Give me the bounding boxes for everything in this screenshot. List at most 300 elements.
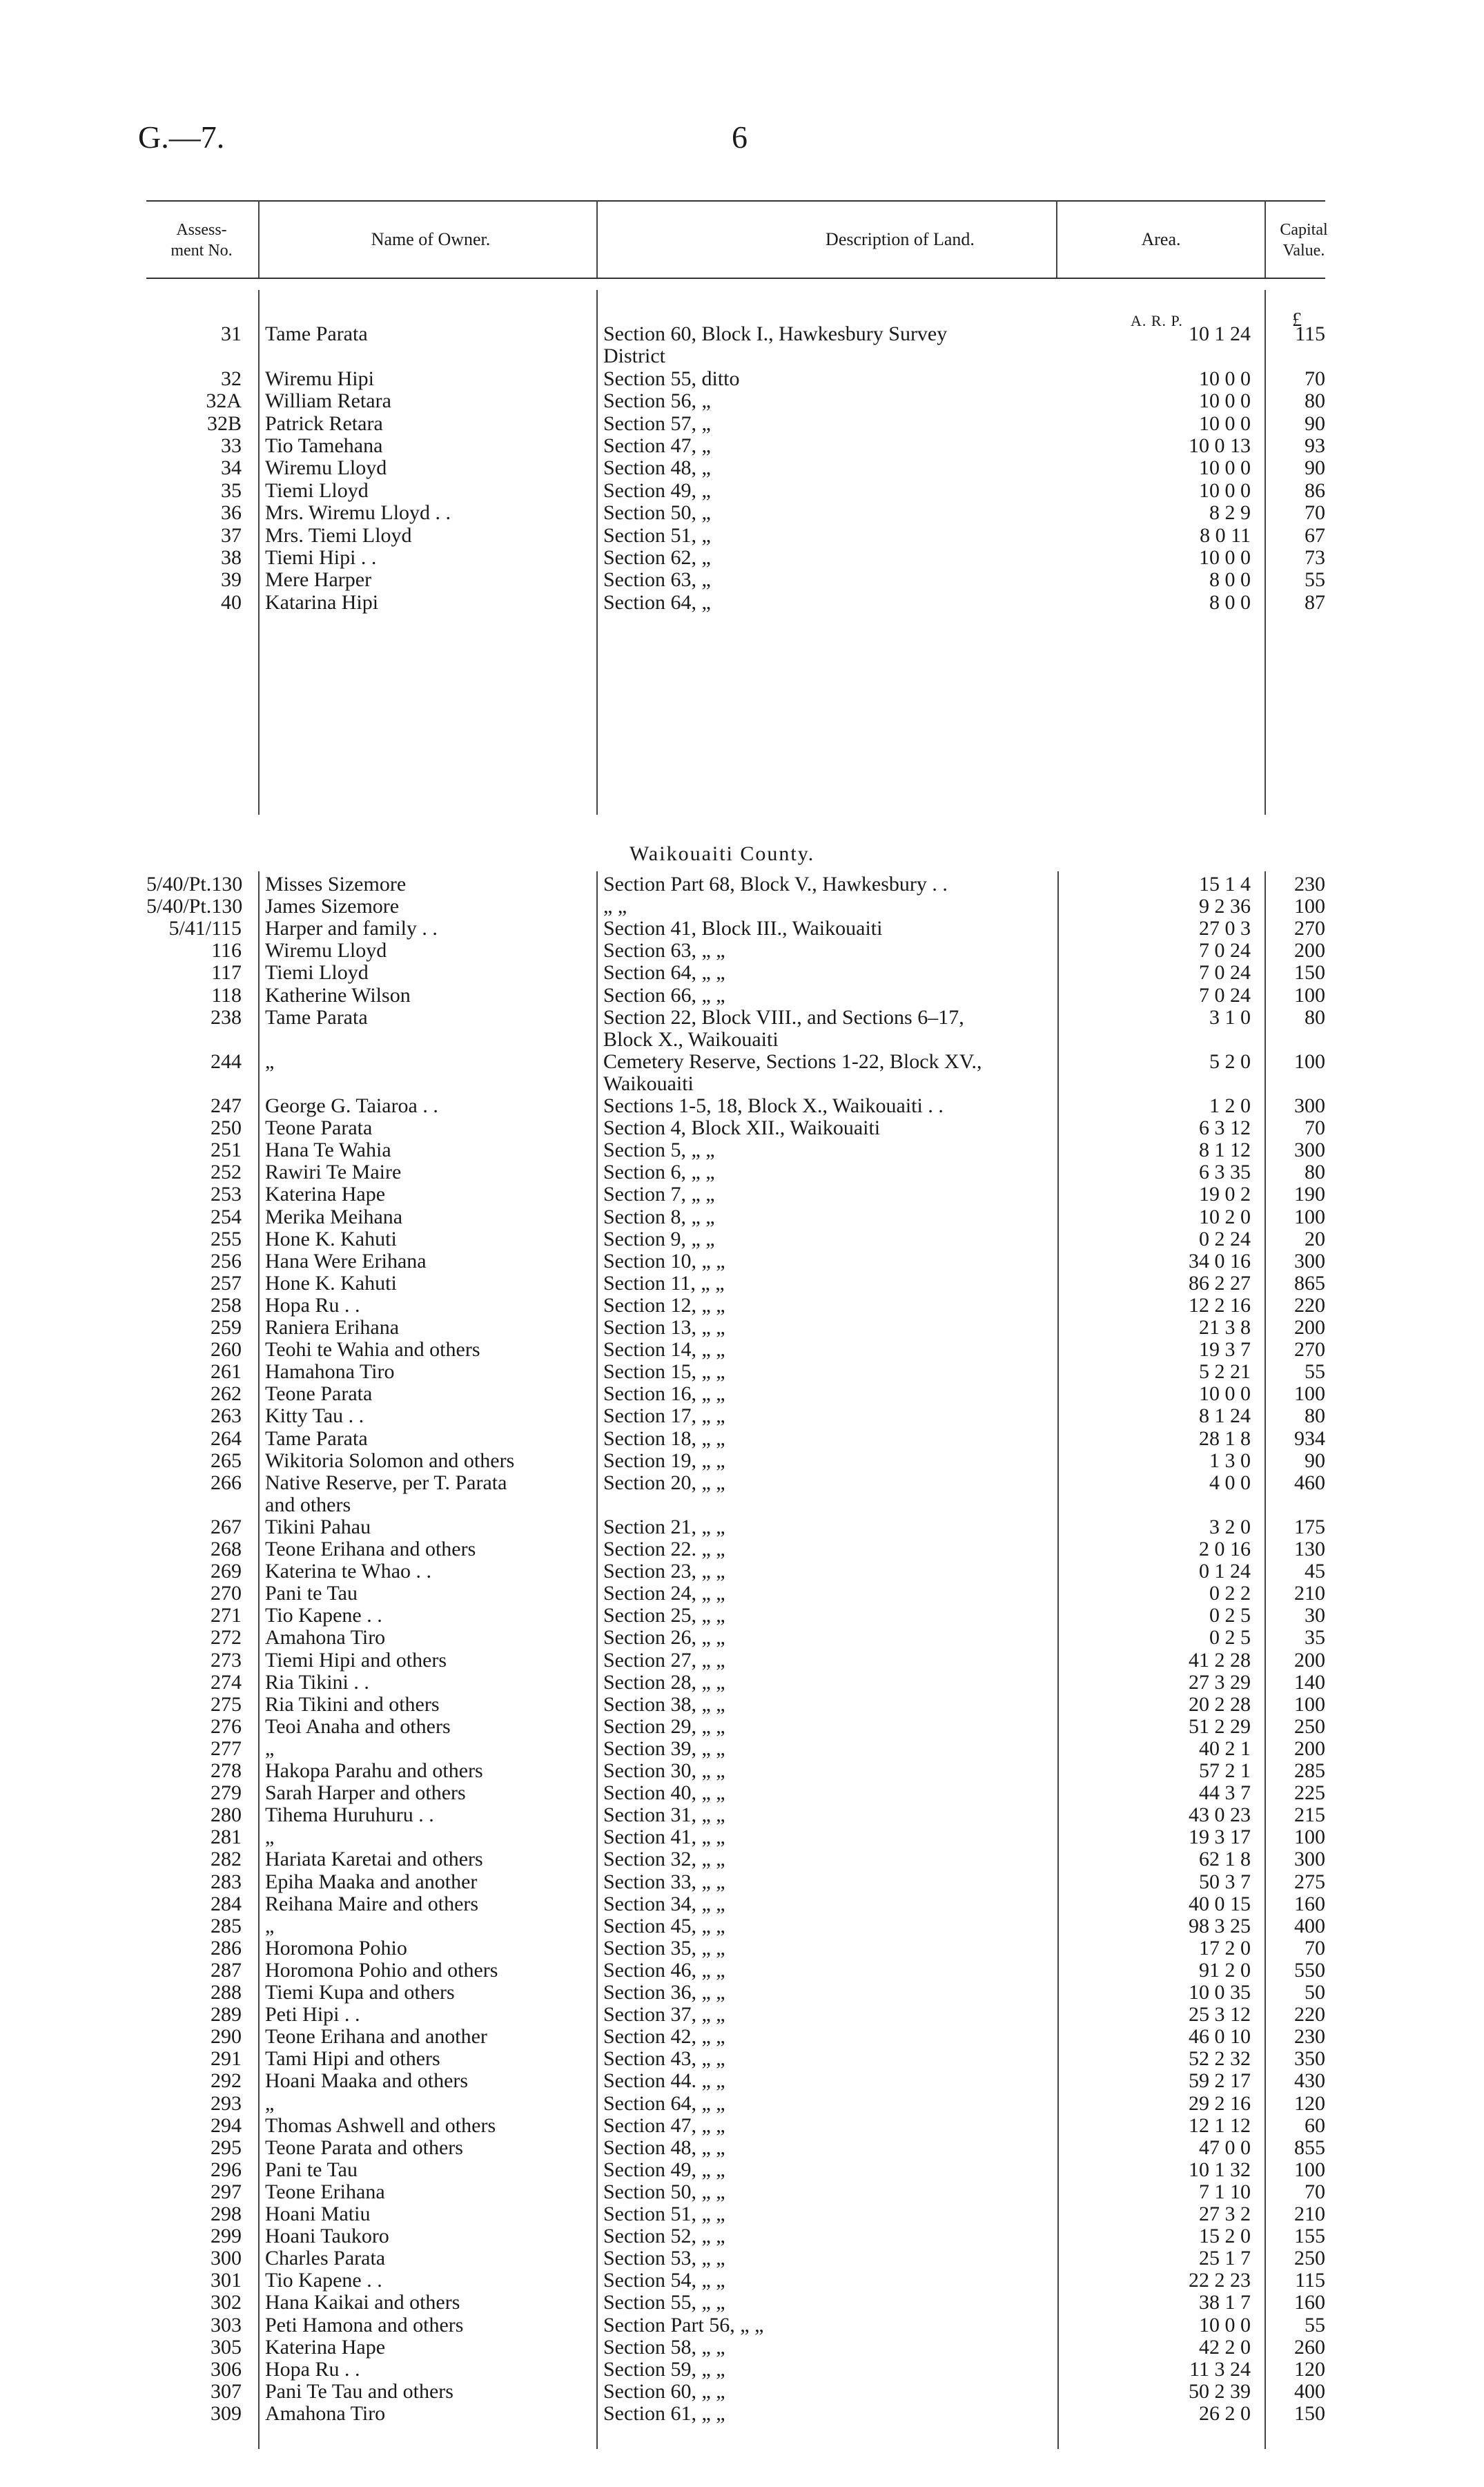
col-head-assessment-no: Assess- ment No. [170,221,233,260]
land-description: Section 47, „ „ [603,2114,725,2137]
table-row [146,2247,1325,2270]
table-row [146,1672,1325,1694]
owner-name: Teone Parata [265,1383,373,1406]
assessment-no: 288 [211,1981,242,2004]
land-description: Section 40, „ „ [603,1782,725,1805]
owner-name: Tiemi Hipi and others [265,1649,447,1672]
capital-value: 460 [1294,1471,1325,1494]
land-description: Section 28, „ „ [603,1671,725,1694]
table-row [146,873,1325,896]
table-row [146,525,1325,547]
table-row [146,2403,1325,2425]
assessment-no: 264 [211,1426,242,1450]
owner-name: Peti Hamona and others [265,2314,464,2336]
table-row [146,1982,1325,2004]
capital-value: 93 [1305,434,1325,457]
area: 19 3 17 [1189,1826,1251,1849]
table-row [146,1272,1325,1295]
owner-name: Hariata Karetai and others [265,1848,483,1871]
table-row [146,1605,1325,1627]
table-row [146,1826,1325,1848]
table-row [146,2336,1325,2359]
area: 10 0 35 [1189,1981,1251,2004]
capital-value: 190 [1294,1183,1325,1206]
land-description: Section 52, „ „ [603,2225,725,2248]
table-row [146,1428,1325,1450]
land-description: Section 25, „ „ [603,1605,725,1627]
assessment-no: 271 [211,1604,242,1627]
area: 38 1 7 [1199,2291,1251,2314]
owner-name: Charles Parata [265,2247,386,2270]
col-head-area: Area. [1141,229,1181,249]
assessment-no: 32B [206,412,242,435]
assessment-no: 255 [211,1227,242,1250]
capital-value: 30 [1305,1604,1325,1627]
table-row [146,435,1325,457]
assessment-no: 274 [211,1670,242,1694]
assessment-no: 301 [211,2269,242,2292]
table-row [146,1007,1325,1029]
table-row [146,1915,1325,1937]
capital-value: 20 [1305,1227,1325,1250]
land-description: Section 18, „ „ [603,1427,725,1450]
capital-value: 100 [1294,2158,1325,2181]
area: 20 2 28 [1189,1692,1251,1716]
table-row [146,2359,1325,2381]
owner-name: Native Reserve, per T. Parata [265,1471,507,1494]
area: 3 1 0 [1209,1005,1251,1029]
table-row [146,962,1325,984]
assessment-no: 40 [221,590,242,614]
owner-name: Katerina Hape [265,1183,386,1206]
table-row [146,896,1325,918]
capital-value: 210 [1294,1582,1325,1605]
capital-value: 865 [1294,1271,1325,1295]
table-row [146,1295,1325,1317]
assessment-no: 267 [211,1515,242,1538]
owner-name: Harper and family . . [265,918,438,940]
capital-value: 260 [1294,2335,1325,2359]
capital-value: 100 [1294,1382,1325,1406]
area: 8 0 11 [1200,523,1251,547]
land-description: Section 10, „ „ [603,1250,725,1272]
capital-value: 100 [1294,1692,1325,1716]
owner-name: Sarah Harper and others [265,1782,466,1805]
area: 50 3 7 [1199,1870,1251,1893]
land-description: Section 41, „ „ [603,1826,725,1849]
assessment-no: 31 [221,322,242,345]
owner-name: Hamahona Tiro [265,1361,395,1384]
owner-name: Wiremu Hipi [265,367,374,390]
col-divider [596,200,598,278]
area: 5 2 21 [1199,1360,1251,1384]
capital-value: 90 [1305,456,1325,480]
land-description: Section 19, „ „ [603,1449,725,1472]
table-row [146,2093,1325,2115]
capital-value: 160 [1294,2291,1325,2314]
owner-name: Amahona Tiro [265,1627,386,1649]
table-row [146,1095,1325,1117]
area: 8 2 9 [1209,501,1251,525]
land-description: Section 21, „ „ [603,1516,725,1538]
owner-name: Katerina Hape [265,2336,386,2359]
assessment-no: 262 [211,1382,242,1406]
area: 42 2 0 [1199,2335,1251,2359]
owner-name: Epiha Maaka and another [265,1870,478,1893]
capital-value: 115 [1295,2269,1325,2292]
capital-value: 200 [1294,1736,1325,1760]
table-row [146,1472,1325,1494]
capital-value: 55 [1305,1360,1325,1384]
area: 2 0 16 [1199,1538,1251,1560]
area: 10 0 0 [1199,1382,1251,1406]
owner-name: Hana Kaikai and others [265,2292,460,2314]
land-description: Section 63, „ [603,569,711,592]
table-top-rule [146,200,1325,202]
land-description: Section 41, Block III., Waikouaiti [603,918,883,940]
capital-value: 70 [1305,1936,1325,1959]
capital-value: 73 [1305,546,1325,569]
owner-name: Teone Parata and others [265,2136,463,2159]
land-description: Section 62, „ [603,547,711,569]
table-row [146,1183,1325,1206]
owner-name: Hopa Ru . . [265,2358,360,2381]
capital-value: 45 [1305,1560,1325,1583]
assessment-no: 32A [206,389,242,413]
capital-value: 115 [1295,322,1325,345]
table-row [146,985,1325,1007]
owner-name: Pani Te Tau and others [265,2380,453,2403]
capital-value: 70 [1305,367,1325,390]
land-description: Section 30, „ „ [603,1760,725,1782]
land-description: Section 63, „ „ [603,940,725,962]
area: 11 3 24 [1189,2357,1251,2381]
capital-value: 86 [1305,478,1325,502]
table-row [146,502,1325,524]
assessment-no: 265 [211,1449,242,1472]
capital-value: 100 [1294,1826,1325,1849]
capital-value: 80 [1305,1005,1325,1029]
area: 8 1 12 [1199,1139,1251,1162]
table-row [146,1228,1325,1250]
table-row [146,413,1325,435]
capital-value: 230 [1294,873,1325,896]
capital-value: 80 [1305,1161,1325,1184]
owner-name: Wiremu Lloyd [265,457,387,480]
land-description: Sections 1-5, 18, Block X., Waikouaiti . . [603,1095,944,1117]
area: 10 1 24 [1189,322,1251,345]
assessment-no: 305 [211,2335,242,2359]
capital-value: 200 [1294,1316,1325,1339]
land-description: Section 5, „ „ [603,1139,715,1162]
assessment-no: 33 [221,434,242,457]
land-description: Section 27, „ „ [603,1649,725,1672]
capital-value: 150 [1294,961,1325,985]
owner-name: Raniera Erihana [265,1317,400,1339]
table-row [146,918,1325,940]
capital-value: 70 [1305,1116,1325,1140]
land-description: Section 60, „ „ [603,2380,725,2403]
assessment-no: 298 [211,2203,242,2225]
area: 10 0 0 [1199,478,1251,502]
capital-value: 350 [1294,2047,1325,2071]
capital-value: 35 [1305,1626,1325,1649]
owner-name: Merika Meihana [265,1206,403,1228]
owner-name: Kitty Tau . . [265,1405,364,1428]
owner-name: Tio Kapene . . [265,2270,382,2292]
area: 7 0 24 [1199,939,1251,962]
owner-name: and others [265,1493,351,1516]
table-row [146,2292,1325,2314]
area: 19 0 2 [1199,1183,1251,1206]
land-description: Section 37, „ „ [603,2004,725,2026]
land-description: Section 20, „ „ [603,1471,725,1494]
owner-name: Rawiri Te Maire [265,1161,402,1184]
owner-name: Hakopa Parahu and others [265,1760,483,1782]
owner-name: George G. Taiaroa . . [265,1095,438,1117]
land-description: Cemetery Reserve, Sections 1-22, Block XV., [603,1050,982,1073]
area: 3 2 0 [1209,1515,1251,1538]
capital-value: 855 [1294,2136,1325,2159]
land-description: Block X., Waikouaiti [603,1028,779,1051]
assessment-no: 284 [211,1892,242,1915]
owner-name: Hana Te Wahia [265,1139,391,1162]
assessment-no: 261 [211,1360,242,1384]
area: 62 1 8 [1199,1848,1251,1871]
land-description: Section 22, Block VIII., and Sections 6–17, [603,1006,964,1029]
capital-value: 70 [1305,501,1325,525]
capital-value: 150 [1294,2401,1325,2425]
area: 40 2 1 [1199,1736,1251,1760]
assessment-no: 307 [211,2379,242,2403]
owner-name: Horomona Pohio [265,1937,407,1959]
owner-name: „ [265,1737,275,1760]
land-description: Section 59, „ „ [603,2358,725,2381]
document-code: G.—7. [138,119,225,155]
assessment-no: 254 [211,1205,242,1228]
table-row [146,480,1325,502]
assessment-no: 250 [211,1116,242,1140]
owner-name: „ [265,1050,275,1073]
table-row [146,2181,1325,2203]
table-row [146,1871,1325,1893]
area: 10 0 0 [1199,412,1251,435]
assessment-no: 297 [211,2180,242,2203]
assessment-no: 39 [221,568,242,592]
table-row [146,1649,1325,1672]
area: 15 2 0 [1199,2225,1251,2248]
table-row [146,1782,1325,1804]
area: 6 3 12 [1199,1116,1251,1140]
owner-name: Tame Parata [265,1427,368,1450]
capital-value: 934 [1294,1426,1325,1450]
owner-name: Teoi Anaha and others [265,1715,451,1738]
assessment-no: 290 [211,2025,242,2049]
land-description: Section 24, „ „ [603,1583,725,1605]
owner-name: Teone Parata [265,1117,373,1140]
table-row [146,2314,1325,2336]
assessment-no: 282 [211,1848,242,1871]
table-row [146,1206,1325,1228]
area: 86 2 27 [1189,1271,1251,1295]
area: 10 0 0 [1199,389,1251,413]
assessment-no: 35 [221,478,242,502]
area: 8 0 0 [1209,590,1251,614]
owner-name: Patrick Retara [265,412,383,435]
table-row [146,1250,1325,1272]
owner-name: Horomona Pohio and others [265,1959,498,1982]
owner-name: Tame Parata [265,1006,368,1029]
land-description: Section 64, „ „ [603,2092,725,2115]
land-description: Section 51, „ „ [603,2203,725,2225]
table-row [146,1029,1325,1051]
area: 29 2 16 [1189,2091,1251,2115]
col-divider [1056,200,1057,278]
assessment-no: 275 [211,1692,242,1716]
table-row [146,2381,1325,2403]
assessment-no: 292 [211,2069,242,2093]
owner-name: Tio Tamehana [265,435,383,457]
area: 25 1 7 [1199,2247,1251,2270]
table-row [146,1361,1325,1383]
table-row [146,1383,1325,1405]
table-row [146,2070,1325,2092]
capital-value: 87 [1305,590,1325,614]
land-description: Section 14, „ „ [603,1339,725,1362]
area: 91 2 0 [1199,1958,1251,1982]
capital-value: 300 [1294,1094,1325,1117]
capital-value: 120 [1294,2357,1325,2381]
owner-name: Katherine Wilson [265,984,411,1007]
land-description: Section Part 68, Block V., Hawkesbury . . [603,873,948,896]
table-row [146,1760,1325,1782]
land-description: Section 43, „ „ [603,2048,725,2071]
capital-value: 270 [1294,917,1325,940]
owner-name: Pani te Tau [265,2158,358,2181]
land-description: Section 4, Block XII., Waikouaiti [603,1117,881,1140]
area: 0 2 24 [1199,1227,1251,1250]
table-row [146,1117,1325,1139]
area: 10 1 32 [1189,2158,1251,2181]
table-row [146,1694,1325,1716]
land-description: Section 61, „ „ [603,2402,725,2425]
area: 7 0 24 [1199,983,1251,1007]
area: 0 2 5 [1209,1604,1251,1627]
owner-name: Thomas Ashwell and others [265,2114,496,2137]
owner-name: Tio Kapene . . [265,1605,382,1627]
land-description: Section 39, „ „ [603,1737,725,1760]
area: 19 3 7 [1199,1338,1251,1362]
assessment-no: 287 [211,1958,242,1982]
land-description: Section 9, „ „ [603,1228,715,1250]
land-description: Section 46, „ „ [603,1959,725,1982]
land-description: Section Part 56, „ „ [603,2314,764,2336]
capital-value: 230 [1294,2025,1325,2049]
area: 34 0 16 [1189,1249,1251,1272]
area: 0 1 24 [1199,1560,1251,1583]
land-description: Section 31, „ „ [603,1804,725,1827]
area: 0 2 5 [1209,1626,1251,1649]
owner-name: Tami Hipi and others [265,2048,440,2071]
land-description: District [603,345,665,368]
land-description: Section 48, „ „ [603,2136,725,2159]
assessment-no: 289 [211,2003,242,2026]
area: 26 2 0 [1199,2401,1251,2425]
page-number: 6 [732,119,748,155]
table-row [146,1848,1325,1870]
assessment-no: 300 [211,2247,242,2270]
assessment-no: 36 [221,501,242,525]
capital-value: 400 [1294,2379,1325,2403]
table-row [146,1051,1325,1073]
owner-name: Hoani Maaka and others [265,2070,469,2093]
assessment-no: 260 [211,1338,242,1362]
owner-name: Teone Erihana and another [265,2026,487,2049]
land-description: Section 53, „ „ [603,2247,725,2270]
table-row [146,390,1325,412]
table-row [146,547,1325,569]
area: 8 1 24 [1199,1404,1251,1428]
table-row [146,1405,1325,1427]
assessment-no: 116 [211,939,242,962]
land-description: Waikouaiti [603,1072,694,1095]
land-description: Section 13, „ „ [603,1317,725,1339]
land-description: Section 35, „ „ [603,1937,725,1959]
area: 27 0 3 [1199,917,1251,940]
land-description: Section 49, „ „ [603,2158,725,2181]
table-row [146,2270,1325,2292]
area: 44 3 7 [1199,1781,1251,1805]
assessment-no: 238 [211,1005,242,1029]
assessment-no: 293 [211,2091,242,2115]
assessment-no: 295 [211,2136,242,2159]
assessment-no: 285 [211,1914,242,1937]
area: 27 3 2 [1199,2203,1251,2225]
col-divider [258,200,260,278]
table-row [146,1317,1325,1339]
assessment-no: 281 [211,1826,242,1849]
owner-name: Tikini Pahau [265,1516,371,1538]
assessment-no: 263 [211,1404,242,1428]
table-row [146,2115,1325,2137]
capital-value: 100 [1294,895,1325,918]
capital-value: 100 [1294,1049,1325,1073]
owner-name: „ [265,2092,275,2115]
area: 46 0 10 [1189,2025,1251,2049]
land-description: Section 32, „ „ [603,1848,725,1871]
capital-value: 155 [1294,2225,1325,2248]
land-description: Section 36, „ „ [603,1982,725,2004]
assessment-no: 257 [211,1271,242,1295]
capital-value: 175 [1294,1515,1325,1538]
capital-value: 300 [1294,1139,1325,1162]
owner-name: Amahona Tiro [265,2402,386,2425]
owner-name: Mrs. Wiremu Lloyd . . [265,502,451,525]
capital-value: 130 [1294,1538,1325,1560]
table-row [146,1538,1325,1560]
capital-value: 67 [1305,523,1325,547]
land-description: Section 66, „ „ [603,984,725,1007]
area: 1 3 0 [1209,1449,1251,1472]
owner-name: Hoani Matiu [265,2203,371,2225]
area: 12 1 12 [1189,2113,1251,2137]
area: 21 3 8 [1199,1316,1251,1339]
capital-value: 160 [1294,1892,1325,1915]
assessment-no: 294 [211,2113,242,2137]
table-row [146,1161,1325,1183]
capital-value: 220 [1294,1293,1325,1317]
area: 4 0 0 [1209,1471,1251,1494]
